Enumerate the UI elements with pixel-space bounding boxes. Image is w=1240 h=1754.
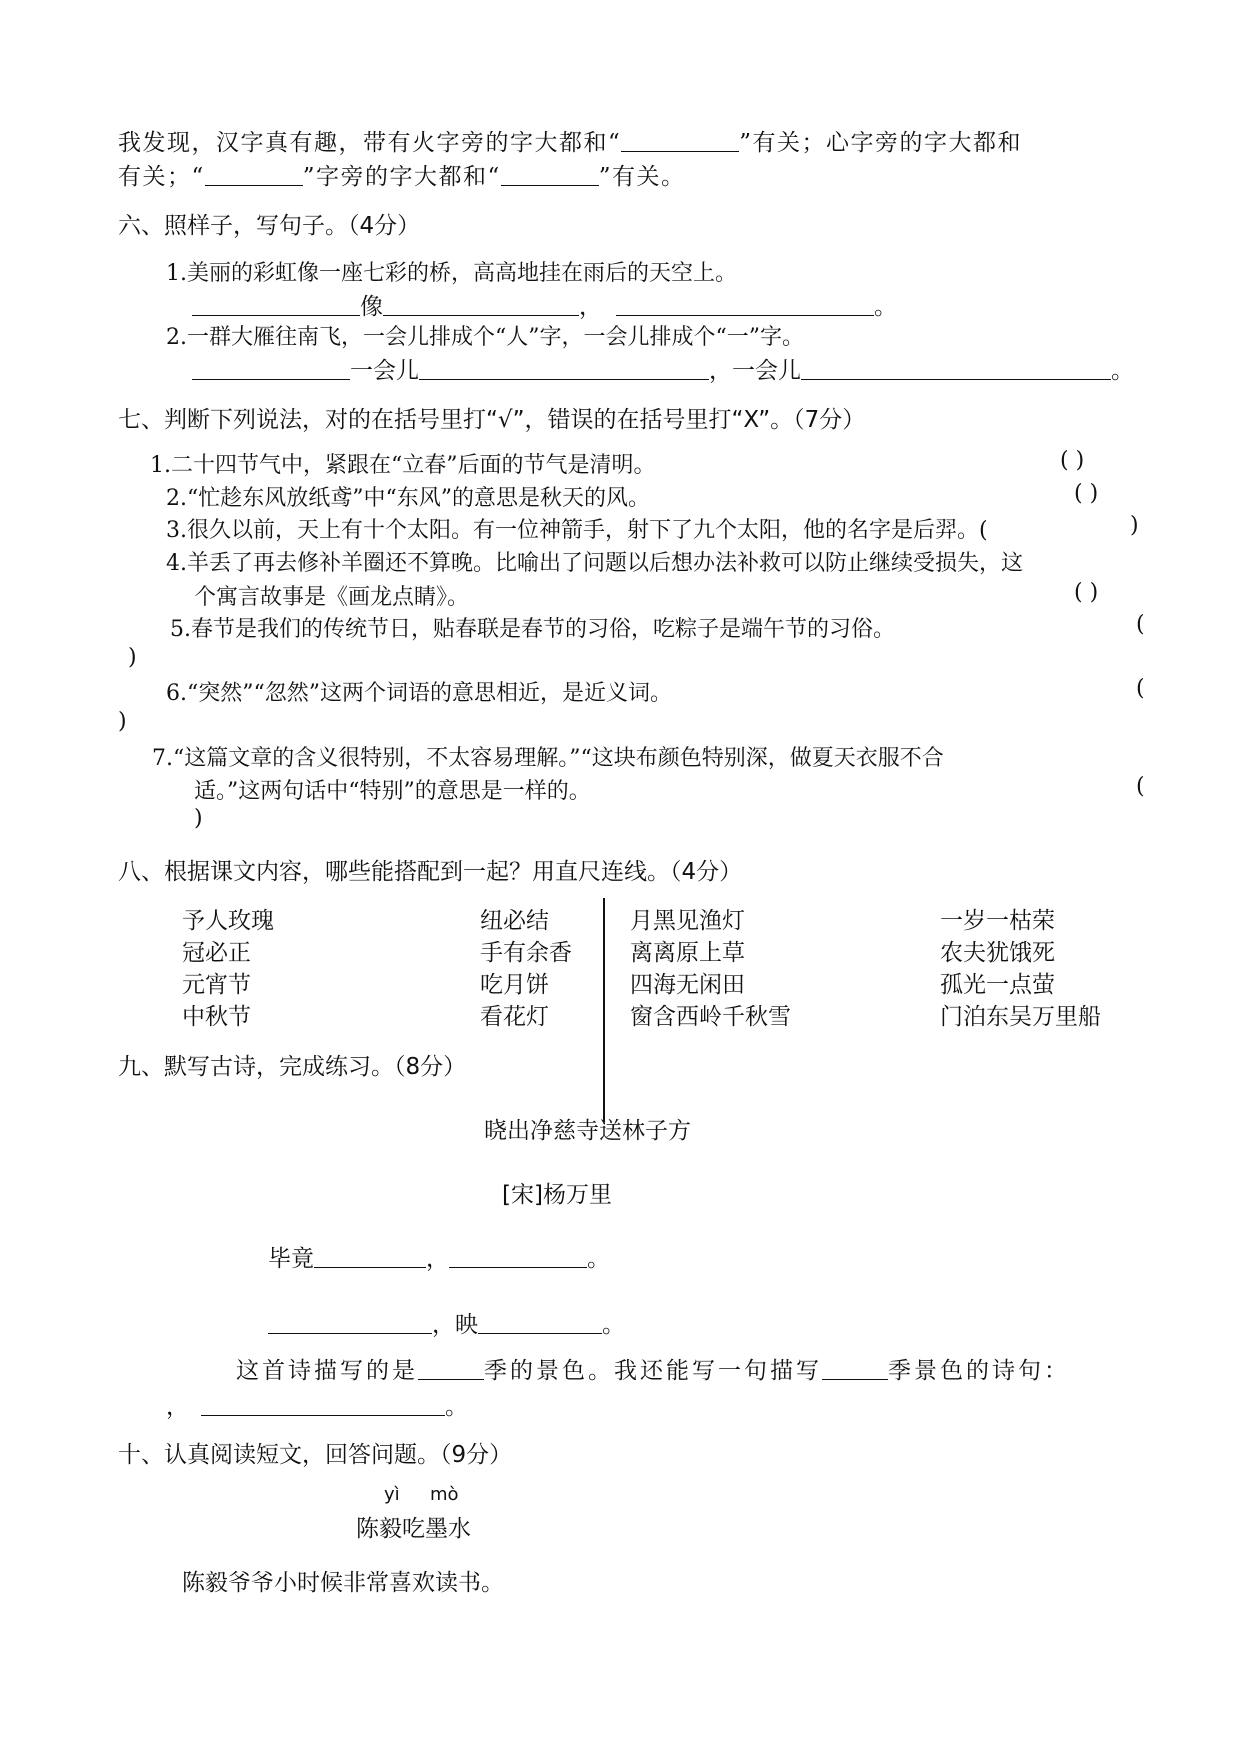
comma: ，: [166, 1394, 189, 1420]
poem-line-1: [268, 1240, 610, 1273]
poem-line-2-mid: ，映: [432, 1312, 478, 1338]
yihuier-word-2: ，一会儿: [709, 358, 801, 384]
judge-paren-6-close[interactable]: ): [118, 709, 127, 734]
comma: ，: [426, 1246, 449, 1272]
like-word: 像: [360, 294, 383, 320]
match-col-1-item-3[interactable]: 元宵节: [182, 972, 251, 998]
answer-blank[interactable]: [268, 1332, 432, 1334]
judge-item-3: 3.很久以前，天上有十个太阳。有一位神箭手，射下了九个太阳，他的名字是后羿。(: [166, 518, 988, 543]
judge-paren-7-close[interactable]: ): [194, 806, 203, 831]
intro-text-1b: ”有关；心字旁的字大都和: [739, 130, 1023, 156]
poem-author: [宋]杨万里: [502, 1182, 612, 1208]
yihuier-word: 一会儿: [350, 358, 419, 384]
judge-item-7-cont: 适。”这两句话中“特别”的意思是一样的。: [194, 779, 591, 804]
answer-blank[interactable]: [419, 378, 709, 380]
match-col-4-item-4[interactable]: 门泊东吴万里船: [940, 1004, 1101, 1030]
match-col-2-item-2[interactable]: 手有余香: [480, 940, 572, 966]
match-col-1-item-4[interactable]: 中秋节: [182, 1004, 251, 1030]
comma: ，: [579, 294, 602, 320]
judge-item-5: 5.春节是我们的传统节日，贴春联是春节的习俗，吃粽子是端午节的习俗。: [170, 617, 895, 642]
match-col-4-item-3[interactable]: 孤光一点萤: [940, 972, 1055, 998]
answer-blank[interactable]: [192, 314, 360, 316]
answer-blank[interactable]: [478, 1332, 602, 1334]
judge-paren-5-open[interactable]: (: [1136, 612, 1145, 637]
section-6-answer-line-1: [192, 288, 897, 321]
answer-blank[interactable]: [314, 1266, 426, 1268]
judge-item-4: 4.羊丢了再去修补羊圈还不算晚。比喻出了问题以后想办法补救可以防止继续受损失，这: [166, 551, 1023, 576]
poem-line-2: [268, 1306, 625, 1339]
match-col-2-item-4[interactable]: 看花灯: [480, 1004, 549, 1030]
answer-blank[interactable]: [621, 150, 739, 152]
judge-paren-6-open[interactable]: (: [1136, 676, 1145, 701]
answer-blank[interactable]: [383, 314, 579, 316]
intro-line-1: [118, 124, 1022, 157]
answer-blank[interactable]: [801, 378, 1111, 380]
poem-answer-line: [166, 1388, 468, 1421]
pinyin-mo: mò: [430, 1484, 459, 1505]
intro-text-2a: 有关；“: [118, 164, 205, 190]
judge-paren-4[interactable]: ( ): [1074, 580, 1099, 605]
judge-item-7: 7.“这篇文章的含义很特别，不太容易理解。”“这块布颜色特别深，做夏天衣服不合: [152, 746, 944, 771]
answer-blank[interactable]: [192, 378, 350, 380]
judge-paren-3-close[interactable]: ): [1130, 513, 1139, 538]
intro-text-2c: ”有关。: [598, 164, 686, 190]
intro-text-1a: 我发现，汉字真有趣，带有火字旁的字大都和“: [118, 130, 622, 156]
section-9-title: 九、默写古诗，完成练习。（8分）: [118, 1054, 467, 1080]
section-6-answer-line-2: [192, 352, 1134, 385]
poem-question-c: 季景色的诗句：: [888, 1358, 1070, 1384]
section-10-title: 十、认真阅读短文，回答问题。（9分）: [118, 1442, 513, 1468]
section-6-example-1: 1.美丽的彩虹像一座七彩的桥，高高地挂在雨后的天空上。: [166, 261, 737, 286]
section-7-title: 七、判断下列说法，对的在括号里打“√”，错误的在括号里打“X”。（7分）: [118, 407, 866, 433]
match-col-2-item-3[interactable]: 吃月饼: [480, 972, 549, 998]
match-col-1-item-2[interactable]: 冠必正: [182, 940, 251, 966]
period: 。: [602, 1312, 625, 1338]
match-col-1-item-1[interactable]: 予人玫瑰: [182, 908, 274, 934]
answer-blank[interactable]: [205, 184, 303, 186]
intro-line-2: [118, 158, 686, 191]
answer-blank[interactable]: [449, 1266, 587, 1268]
judge-item-6: 6.“突然”“忽然”这两个词语的意思相近，是近义词。: [166, 681, 672, 706]
judge-item-1: 1.二十四节气中，紧跟在“立春”后面的节气是清明。: [150, 453, 656, 478]
period: 。: [587, 1246, 610, 1272]
pinyin-yi: yì: [384, 1484, 400, 1505]
judge-paren-2[interactable]: ( ): [1074, 481, 1099, 506]
poem-title: 晓出净慈寺送林子方: [484, 1118, 691, 1144]
judge-paren-1[interactable]: ( ): [1060, 448, 1085, 473]
match-col-3-item-4[interactable]: 窗含西岭千秋雪: [630, 1004, 791, 1030]
answer-blank[interactable]: [201, 1414, 445, 1416]
poem-line-1-start: 毕竟: [268, 1246, 314, 1272]
judge-item-4-cont: 个寓言故事是《画龙点睛》。: [194, 585, 470, 610]
answer-blank[interactable]: [822, 1378, 888, 1380]
divider-line: [603, 898, 605, 1122]
period: 。: [1111, 358, 1134, 384]
answer-blank[interactable]: [501, 184, 599, 186]
poem-question: [236, 1352, 1070, 1385]
story-first-line: 陈毅爷爷小时候非常喜欢读书。: [182, 1570, 504, 1596]
intro-text-2b: ”字旁的字大都和“: [302, 164, 501, 190]
section-6-example-2: 2.一群大雁往南飞，一会儿排成个“人”字，一会儿排成个“一”字。: [166, 325, 804, 350]
match-col-3-item-2[interactable]: 离离原上草: [630, 940, 745, 966]
match-col-2-item-1[interactable]: 纽必结: [480, 908, 549, 934]
match-col-4-item-1[interactable]: 一岁一枯荣: [940, 908, 1055, 934]
match-col-3-item-3[interactable]: 四海无闲田: [630, 972, 745, 998]
judge-paren-5-close[interactable]: ): [128, 645, 137, 670]
match-col-3-item-1[interactable]: 月黑见渔灯: [630, 908, 745, 934]
poem-question-a: 这首诗描写的是: [236, 1358, 418, 1384]
judge-paren-7-open[interactable]: (: [1136, 774, 1145, 799]
period: 。: [445, 1394, 468, 1420]
answer-blank[interactable]: [418, 1378, 484, 1380]
section-8-title: 八、根据课文内容，哪些能搭配到一起？用直尺连线。（4分）: [118, 859, 743, 885]
match-col-4-item-2[interactable]: 农夫犹饿死: [940, 940, 1055, 966]
judge-item-2: 2.“忙趁东风放纸鸢”中“东风”的意思是秋天的风。: [166, 486, 650, 511]
story-title: 陈毅吃墨水: [356, 1516, 471, 1542]
answer-blank[interactable]: [616, 314, 874, 316]
poem-question-b: 季的景色。我还能写一句描写: [484, 1358, 822, 1384]
section-6-title: 六、照样子，写句子。（4分）: [118, 213, 421, 239]
period: 。: [874, 294, 897, 320]
